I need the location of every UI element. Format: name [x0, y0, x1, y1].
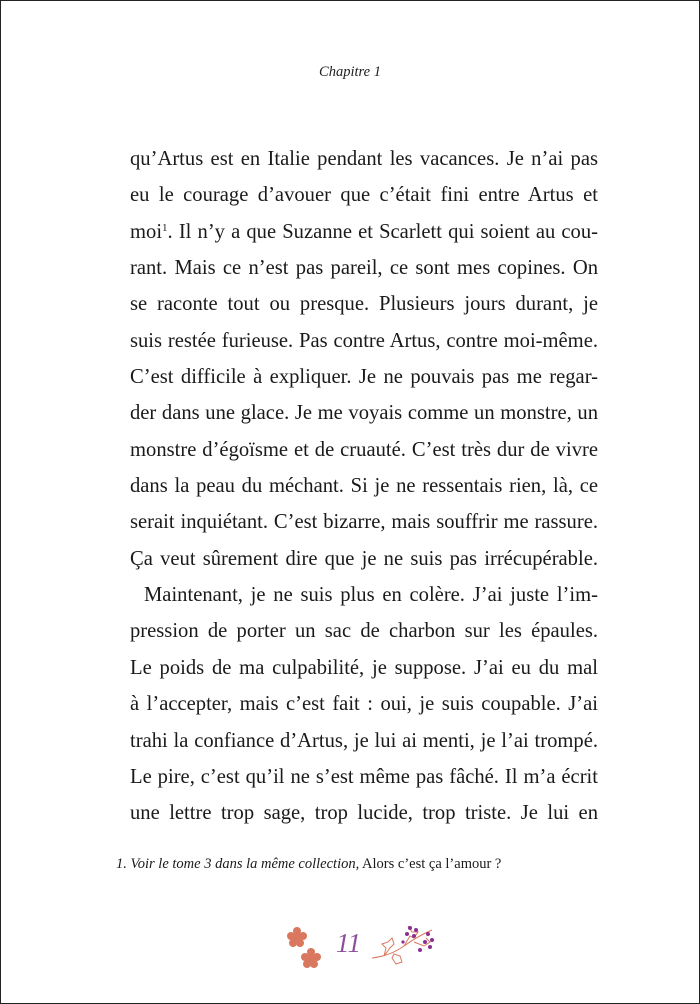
- text-line: C’est difficile à expliquer. Je ne pouvais pas me regar-: [130, 366, 598, 389]
- text-line: der dans une glace. Je me voyais comme un monstre, un: [130, 402, 598, 425]
- text-fragment: . Il n’y a que Suzanne et Scarlett qui soient au cou-: [167, 220, 598, 243]
- holly-branch-icon: [370, 922, 438, 970]
- text-line: serait inquiétant. C’est bizarre, mais souffrir me rassure.: [130, 511, 598, 534]
- body-text: [130, 141, 598, 832]
- text-line: Le poids de ma culpabilité, je suppose. J’ai eu du mal: [130, 656, 598, 679]
- footnote-italic: 1. Voir le tome 3 dans la même collection,: [116, 856, 360, 872]
- text-line: suis restée furieuse. Pas contre Artus, contre moi-même.: [130, 329, 598, 352]
- text-line: qu’Artus est en Italie pendant les vacances. Je n’ai pas: [130, 148, 598, 170]
- text-line: rant. Mais ce n’est pas pareil, ce sont mes copines. On: [130, 257, 598, 280]
- footnote-ref[interactable]: 1: [162, 221, 168, 234]
- text-line: [130, 214, 598, 250]
- text-line: trahi la confiance d’Artus, je lui ai menti, je l’ai trompé.: [130, 729, 598, 752]
- footnote: [116, 856, 501, 873]
- text-line: une lettre trop sage, trop lucide, trop triste. Je lui en: [130, 802, 598, 825]
- text-line: monstre d’égoïsme et de cruauté. C’est très dur de vivre: [130, 438, 598, 461]
- text-line: pression de porter un sac de charbon sur les épaules.: [130, 620, 598, 643]
- text-line: se raconte tout ou presque. Plusieurs jours durant, je: [130, 293, 598, 316]
- text-line: eu le courage d’avouer que c’était fini entre Artus et: [130, 184, 598, 207]
- text-line: Le pire, c’est qu’il ne s’est même pas fâché. Il m’a écrit: [130, 765, 598, 788]
- footnote-title: Alors c’est ça l’amour ?: [359, 856, 502, 872]
- text-fragment: moi: [130, 220, 163, 243]
- running-header: Chapitre 1: [319, 64, 381, 80]
- flower-ornament-icon: [286, 926, 326, 972]
- text-line: dans la peau du méchant. Si je ne ressentais rien, là, ce: [130, 475, 598, 498]
- text-line: à l’accepter, mais c’est fait : oui, je suis coupable. J’ai: [130, 693, 598, 716]
- text-line: Maintenant, je ne suis plus en colère. J’ai juste l’im-: [144, 584, 598, 607]
- text-line: Ça veut sûrement dire que je ne suis pas irrécupérable.: [130, 547, 598, 570]
- page-number[interactable]: 11: [336, 928, 361, 958]
- folio: [0, 926, 700, 976]
